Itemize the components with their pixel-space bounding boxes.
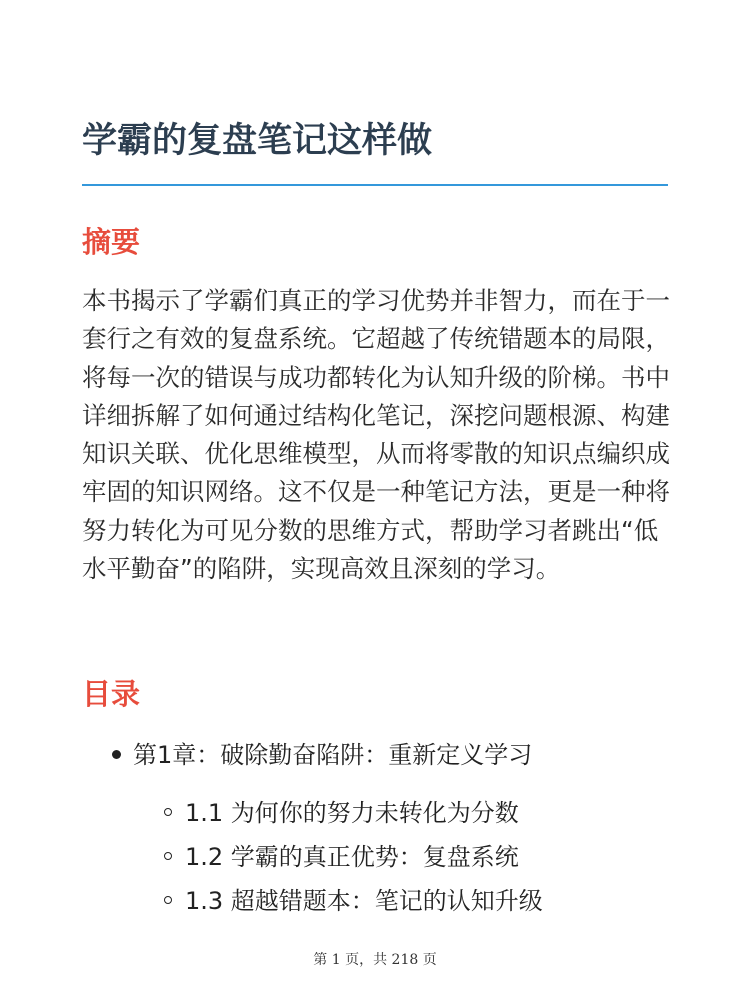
summary-heading: 摘要 [82,225,141,259]
toc-section-label: 1.1 为何你的努力未转化为分数 [185,799,519,827]
toc-section-item [164,882,543,920]
summary-paragraph: 本书揭示了学霸们真正的学习优势并非智力，而在于一套行之有效的复盘系统。它超越了传统错题本的局限，将每一次的错误与成功都转化为认知升级的阶梯。书中详细拆解了如何通过结构化笔记，深挖问题根源、构建知识关联、优化思维模型，从而将零散的知识点编织成牢固的知识网络。这不仅是一种笔记方法，更是一种将努力转化为可见分数的思维方式，帮助学习者跳出“低水平勤奋”的陷阱，实现高效且深刻的学习。 [82,286,670,584]
page-number-footer: 第 1 页，共 218 页 [313,952,437,968]
toc-chapter-item [112,736,532,774]
bullet-circle-icon [164,808,172,816]
bullet-circle-icon [164,896,172,904]
toc-heading: 目录 [82,677,141,711]
toc-section-label: 1.3 超越错题本：笔记的认知升级 [185,887,543,915]
bullet-circle-icon [164,852,172,860]
title-divider [82,184,668,186]
toc-chapter-label: 第1章：破除勤奋陷阱：重新定义学习 [133,741,533,769]
toc-section-item [164,838,519,876]
toc-section-label: 1.2 学霸的真正优势：复盘系统 [185,843,519,871]
page-title: 学霸的复盘笔记这样做 [82,121,433,161]
bullet-disc-icon [112,750,121,759]
toc-section-item [164,794,519,832]
